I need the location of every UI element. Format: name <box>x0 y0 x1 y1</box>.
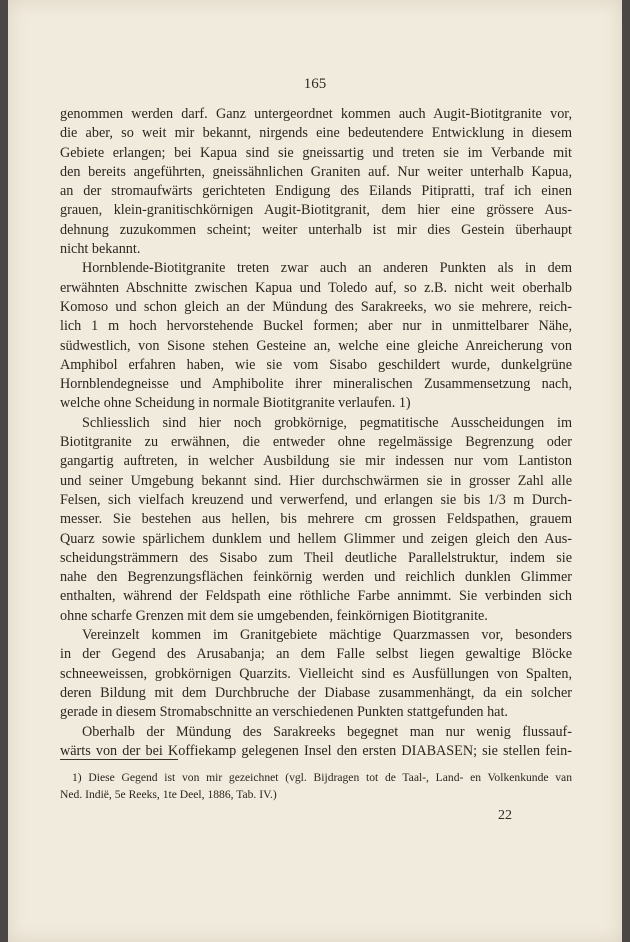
text-line: Felsen, sich vielfach kreuzend und verwerfend, und erlangen sie bis 1/3 m Durch- <box>60 491 572 508</box>
text-line: Schliesslich sind hier noch grobkörnige, pegmatitische Ausscheidungen im <box>82 414 572 431</box>
text-line: und seiner Umgebung bekannt sind. Hier durchschwärmen sie in grosser Zahl alle <box>60 472 572 489</box>
text-line: Quarz sowie spärlichem dunklem und hellem Glimmer und zeigen gleich den Aus- <box>60 530 572 547</box>
footnote-line: 1) Diese Gegend ist von mir gezeichnet (vgl. Bijdragen tot de Taal-, Land- en Volkenkunde van <box>72 771 572 784</box>
text-line: erwähnten Abschnitte zwischen Kapua und Toledo auf, so z.B. nicht weit oberhalb <box>60 279 572 296</box>
body-text <box>60 105 572 761</box>
text-line: Biotitgranite zu erwähnen, die entweder ohne regelmässige Begrenzung oder <box>60 434 572 451</box>
text-line: Hornblende-Biotitgranite treten zwar auch an anderen Punkten als in dem <box>82 260 572 277</box>
text-line: lich 1 m hoch hervorstehende Buckel formen; aber nur in unmittelbarer Nähe, <box>60 318 572 335</box>
book-page <box>8 0 622 942</box>
text-line: Gebiete erlangen; bei Kapua sind sie gneissartig und treten sie im Verbande mit <box>60 144 572 161</box>
footnote-line: Ned. Indië, 5e Reeks, 1te Deel, 1886, Tab. IV.) <box>60 787 277 801</box>
text-line: die aber, so weit mir bekannt, nirgends eine bedeutendere Entwicklung in diesem <box>60 125 572 142</box>
text-line: in der Gegend des Arusabanja; an dem Falle selbst liegen gewaltige Blöcke <box>60 646 572 663</box>
text-line: scheidungsträmmern des Sisabo zum Theil deutliche Parallelstruktur, indem sie <box>60 549 572 566</box>
text-line: gangartig auftreten, in welcher Ausbildung sie mir indessen nur vom Lantiston <box>60 453 572 470</box>
text-line: gerade in diesem Stromabschnitte an verschiedenen Punkten stattgefunden hat. <box>60 704 508 721</box>
footnote <box>60 770 572 803</box>
text-line: nicht bekannt. <box>60 241 141 258</box>
text-line: südwestlich, von Sisone stehen Gesteine an, welche eine gleiche Anreicherung von <box>60 337 572 354</box>
text-line: deren Bildung mit dem Durchbruche der Diabase zusammenhängt, da ein solcher <box>60 684 572 701</box>
text-line: ohne scharfe Grenzen mit dem sie umgebenden, feinkörnigen Biotitgranite. <box>60 607 488 624</box>
text-line: wärts von der bei Koffiekamp gelegenen Insel den ersten DIABASEN; sie stellen fein- <box>60 742 572 759</box>
footnote-rule <box>60 759 178 760</box>
text-line: genommen werden darf. Ganz untergeordnet kommen auch Augit-Biotitgranite vor, <box>60 106 572 122</box>
text-line: Komoso und schon gleich an der Mündung des Sarakreeks, wo sie mehrere, reich- <box>60 298 572 315</box>
text-line: den bereits angeführten, gneissähnlichen Graniten auf. Nur weiter unterhalb Kapua, <box>60 163 572 180</box>
text-line: Oberhalb der Mündung des Sarakreeks begegnet man nur wenig flussauf- <box>82 723 572 740</box>
text-line: enthalten, während der Feldspath eine röthliche Farbe annimmt. Sie verbinden sich <box>60 588 572 605</box>
text-line: grauen, klein-granitischkörnigen Augit-Biotitgranit, dem hier eine grössere Aus- <box>60 202 572 219</box>
text-line: Amphibol erfahren haben, wie sie vom Sisabo geschildert wurde, dunkelgrüne <box>60 356 572 373</box>
signature-mark: 22 <box>498 808 512 823</box>
text-line: messer. Sie bestehen aus hellen, bis mehrere cm grossen Feldspathen, grauem <box>60 511 572 528</box>
page-number: 165 <box>303 76 327 92</box>
text-line: nahe den Begrenzungsflächen feinkörnig werden und reichlich dunklen Glimmer <box>60 569 572 586</box>
text-line: Vereinzelt kommen im Granitgebiete mächtige Quarzmassen vor, besonders <box>82 627 572 644</box>
text-line: schneeweissen, grobkörnigen Quarzits. Vielleicht sind es Ausfüllungen von Spalten, <box>60 665 572 682</box>
text-line: an der stromaufwärts gerichteten Endigung des Eilands Pitipratti, traf ich einen <box>60 183 572 200</box>
text-line: dehnung zuzukommen scheint; weiter unterhalb ist mir dies Gestein überhaupt <box>60 221 572 238</box>
text-line: Hornblendegneisse und Amphibolite ihrer mineralischen Zusammensetzung nach, <box>60 376 572 393</box>
text-line: welche ohne Scheidung in normale Biotitgranite verlaufen. 1) <box>60 395 411 412</box>
